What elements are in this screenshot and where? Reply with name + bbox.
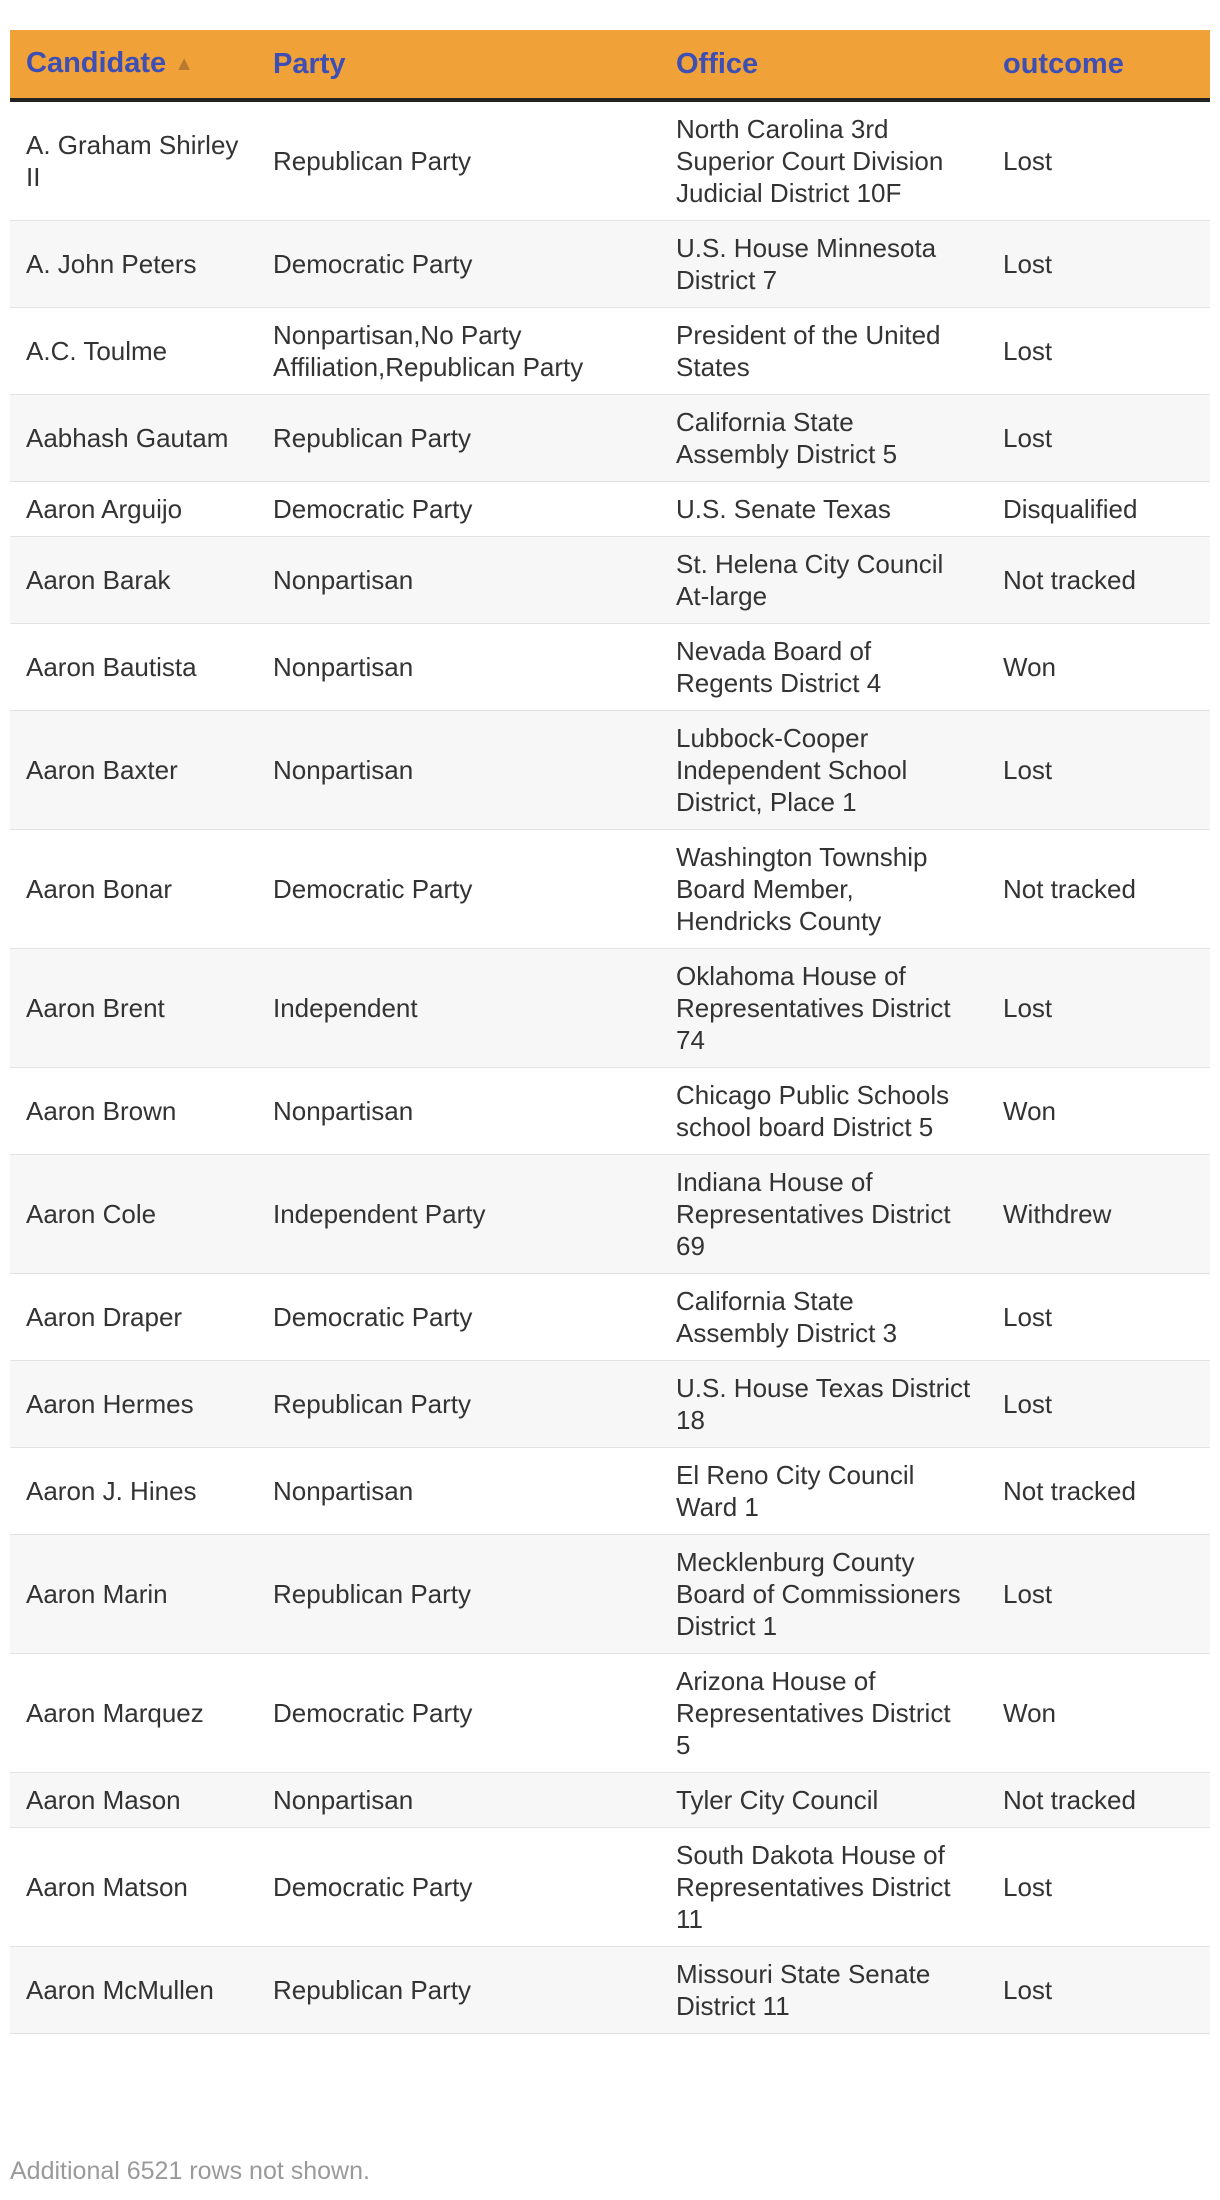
cell-party: Democratic Party [257, 830, 660, 949]
table-row [10, 1654, 1210, 1773]
cell-office: South Dakota House of Representatives District 11 [660, 1828, 987, 1947]
cell-outcome: Withdrew [987, 1155, 1210, 1274]
cell-outcome: Lost [987, 1274, 1210, 1361]
cell-candidate: A.C. Toulme [10, 308, 257, 395]
cell-candidate: Aaron J. Hines [10, 1448, 257, 1535]
results-table-container [10, 30, 1210, 2034]
column-header-party-label: Party [273, 48, 346, 80]
cell-candidate: Aaron Draper [10, 1274, 257, 1361]
cell-party: Republican Party [257, 1535, 660, 1654]
cell-candidate: Aaron Barak [10, 537, 257, 624]
table-row [10, 1947, 1210, 2034]
table-header [10, 30, 1210, 100]
cell-office: U.S. House Minnesota District 7 [660, 221, 987, 308]
cell-office: Washington Township Board Member, Hendricks County [660, 830, 987, 949]
table-row [10, 221, 1210, 308]
candidates-table [10, 30, 1210, 2034]
cell-party: Independent [257, 949, 660, 1068]
cell-office: Arizona House of Representatives District 5 [660, 1654, 987, 1773]
cell-candidate: Aaron Marquez [10, 1654, 257, 1773]
cell-party: Nonpartisan [257, 1448, 660, 1535]
table-row [10, 1155, 1210, 1274]
cell-outcome: Not tracked [987, 1448, 1210, 1535]
table-row [10, 1773, 1210, 1828]
cell-office: Chicago Public Schools school board District 5 [660, 1068, 987, 1155]
cell-party: Independent Party [257, 1155, 660, 1274]
cell-party: Nonpartisan,No Party Affiliation,Republican Party [257, 308, 660, 395]
cell-office: Mecklenburg County Board of Commissioners District 1 [660, 1535, 987, 1654]
cell-outcome: Lost [987, 221, 1210, 308]
column-header-outcome-label: outcome [1003, 48, 1124, 80]
cell-office: Indiana House of Representatives District 69 [660, 1155, 987, 1274]
cell-office: Nevada Board of Regents District 4 [660, 624, 987, 711]
table-row [10, 1448, 1210, 1535]
cell-outcome: Won [987, 1654, 1210, 1773]
cell-candidate: Aaron Hermes [10, 1361, 257, 1448]
table-row [10, 1535, 1210, 1654]
header-row [10, 30, 1210, 100]
cell-outcome: Lost [987, 949, 1210, 1068]
cell-party: Nonpartisan [257, 537, 660, 624]
cell-candidate: Aaron Cole [10, 1155, 257, 1274]
cell-outcome: Lost [987, 1947, 1210, 2034]
cell-party: Nonpartisan [257, 711, 660, 830]
sort-ascending-icon[interactable]: ▲ [174, 52, 194, 75]
column-header-office[interactable] [660, 30, 987, 100]
cell-office: California State Assembly District 3 [660, 1274, 987, 1361]
table-row [10, 537, 1210, 624]
cell-candidate: Aaron McMullen [10, 1947, 257, 2034]
cell-office: St. Helena City Council At-large [660, 537, 987, 624]
cell-party: Democratic Party [257, 221, 660, 308]
cell-candidate: Aaron Brent [10, 949, 257, 1068]
cell-party: Republican Party [257, 395, 660, 482]
cell-outcome: Lost [987, 1828, 1210, 1947]
cell-party: Democratic Party [257, 1828, 660, 1947]
cell-office: President of the United States [660, 308, 987, 395]
column-header-candidate-label: Candidate [26, 46, 167, 79]
cell-office: U.S. House Texas District 18 [660, 1361, 987, 1448]
cell-party: Nonpartisan [257, 1773, 660, 1828]
cell-outcome: Won [987, 624, 1210, 711]
cell-office: El Reno City Council Ward 1 [660, 1448, 987, 1535]
column-header-office-label: Office [676, 48, 759, 80]
cell-party: Nonpartisan [257, 1068, 660, 1155]
table-row [10, 1828, 1210, 1947]
cell-outcome: Not tracked [987, 1773, 1210, 1828]
cell-office: Tyler City Council [660, 1773, 987, 1828]
table-row [10, 1361, 1210, 1448]
table-row [10, 711, 1210, 830]
cell-office: North Carolina 3rd Superior Court Division Judicial District 10F [660, 100, 987, 221]
cell-candidate: Aaron Bautista [10, 624, 257, 711]
cell-party: Nonpartisan [257, 624, 660, 711]
cell-candidate: A. Graham Shirley II [10, 100, 257, 221]
cell-party: Republican Party [257, 1361, 660, 1448]
cell-outcome: Lost [987, 1535, 1210, 1654]
cell-party: Democratic Party [257, 482, 660, 537]
cell-outcome: Lost [987, 711, 1210, 830]
cell-candidate: Aaron Brown [10, 1068, 257, 1155]
rows-not-shown-note: Additional 6521 rows not shown. [10, 2157, 370, 2185]
cell-candidate: Aaron Marin [10, 1535, 257, 1654]
table-row [10, 100, 1210, 221]
table-row [10, 1068, 1210, 1155]
cell-candidate: Aaron Matson [10, 1828, 257, 1947]
cell-party: Republican Party [257, 1947, 660, 2034]
table-row [10, 395, 1210, 482]
cell-party: Republican Party [257, 100, 660, 221]
cell-office: U.S. Senate Texas [660, 482, 987, 537]
cell-office: Lubbock-Cooper Independent School District, Place 1 [660, 711, 987, 830]
table-row [10, 949, 1210, 1068]
cell-candidate: A. John Peters [10, 221, 257, 308]
table-row [10, 308, 1210, 395]
table-row [10, 624, 1210, 711]
cell-outcome: Not tracked [987, 830, 1210, 949]
column-header-party[interactable] [257, 30, 660, 100]
cell-party: Democratic Party [257, 1274, 660, 1361]
table-row [10, 830, 1210, 949]
cell-party: Democratic Party [257, 1654, 660, 1773]
cell-outcome: Lost [987, 100, 1210, 221]
cell-candidate: Aaron Baxter [10, 711, 257, 830]
column-header-outcome[interactable] [987, 30, 1210, 100]
cell-outcome: Lost [987, 395, 1210, 482]
cell-outcome: Not tracked [987, 537, 1210, 624]
column-header-candidate[interactable] [10, 30, 257, 100]
cell-outcome: Won [987, 1068, 1210, 1155]
table-row [10, 1274, 1210, 1361]
cell-office: California State Assembly District 5 [660, 395, 987, 482]
table-body [10, 100, 1210, 2034]
cell-candidate: Aaron Arguijo [10, 482, 257, 537]
table-row [10, 482, 1210, 537]
cell-outcome: Disqualified [987, 482, 1210, 537]
cell-outcome: Lost [987, 1361, 1210, 1448]
cell-candidate: Aabhash Gautam [10, 395, 257, 482]
cell-candidate: Aaron Mason [10, 1773, 257, 1828]
cell-outcome: Lost [987, 308, 1210, 395]
cell-office: Oklahoma House of Representatives District 74 [660, 949, 987, 1068]
cell-candidate: Aaron Bonar [10, 830, 257, 949]
cell-office: Missouri State Senate District 11 [660, 1947, 987, 2034]
